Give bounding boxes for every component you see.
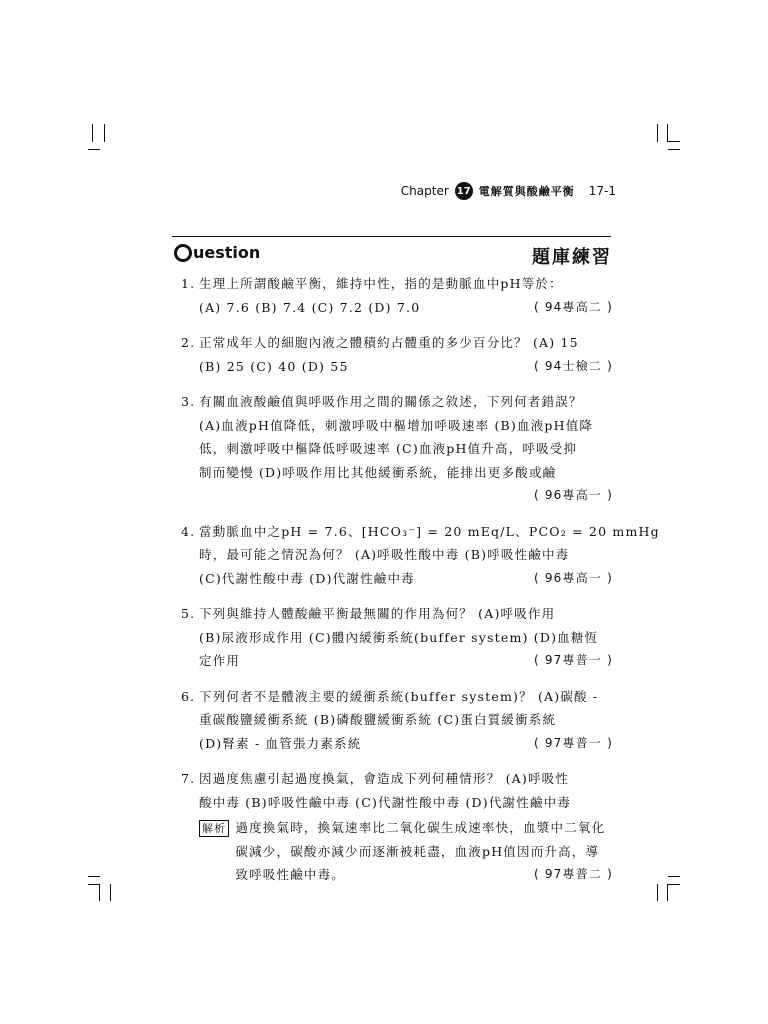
question-line [181, 390, 613, 414]
question-text: (B) 25 (C) 40 (D) 55 [199, 358, 349, 374]
question-line [181, 708, 613, 732]
question-text: (D)腎素 - 血管張力素系統 [199, 735, 362, 751]
question-logo [174, 243, 260, 262]
question-line [181, 602, 613, 626]
question-item [181, 767, 613, 887]
question-text: 正常成年人的細胞內液之體積約占體重的多少百分比？ (A) 15 [199, 335, 579, 350]
section-divider [172, 236, 611, 237]
question-line [181, 331, 613, 355]
question-line [181, 791, 613, 815]
page-number: 17-1 [588, 184, 616, 198]
chapter-number-badge: 17 [455, 182, 473, 200]
question-text: 下列何者不是體液主要的緩衝系統(buffer system)？ (A)碳酸 - [199, 688, 599, 704]
analysis-block [181, 816, 613, 887]
question-list [181, 272, 660, 899]
running-header [401, 182, 616, 200]
analysis-text: 碳減少，碳酸亦減少而逐漸被耗盡，血液pH值因而升高，導 [235, 843, 600, 859]
question-text: 當動脈血中之pH = 7.6、[HCO₃⁻] = 20 mEq/L、PCO₂ = 20 mmHg [199, 523, 660, 539]
question-line [181, 355, 613, 379]
question-line [181, 414, 613, 438]
exam-source: ( 97專普一 ) [533, 653, 613, 667]
question-text: 生理上所謂酸鹼平衡，維持中性，指的是動脈血中pH等於： [199, 276, 563, 291]
question-text: (C)代謝性酸中毒 (D)代謝性鹼中毒 [199, 570, 415, 586]
question-line [181, 626, 613, 650]
question-number: 2. [181, 335, 196, 350]
question-item [181, 685, 613, 756]
question-line [181, 649, 613, 673]
question-text: 有關血液酸鹼值與呼吸作用之間的關係之敘述，下列何者錯誤？ [199, 394, 583, 409]
question-text: 低，刺激呼吸中樞降低呼吸速率 (C)血液pH值升高，呼吸受抑 [199, 441, 578, 456]
question-item [181, 331, 613, 378]
question-number: 7. [181, 771, 196, 786]
exam-source: ( 96專高一 ) [533, 570, 613, 585]
exam-source: ( 97專普一 ) [533, 735, 613, 750]
question-text: 酸中毒 (B)呼吸性鹼中毒 (C)代謝性酸中毒 (D)代謝性鹼中毒 [199, 794, 572, 810]
analysis-label: 解析 [199, 820, 229, 837]
question-number: 6. [181, 688, 196, 704]
question-item [181, 520, 660, 591]
question-line [181, 484, 613, 508]
exam-source: ( 94專高二 ) [533, 299, 613, 314]
question-line [181, 272, 613, 296]
question-number: 3. [181, 394, 196, 409]
question-number: 4. [181, 523, 196, 539]
question-line [181, 437, 613, 461]
question-logo-text: uestion [193, 243, 261, 262]
question-text: (A)血液pH值降低，刺激呼吸中樞增加呼吸速率 (B)血液pH值降 [199, 417, 594, 433]
question-line [181, 296, 613, 320]
question-line [181, 685, 613, 709]
question-text: (A) 7.6 (B) 7.4 (C) 7.2 (D) 7.0 [199, 299, 421, 315]
question-line [181, 520, 660, 544]
question-text: (B)尿液形成作用 (C)體內緩衝系統(buffer system) (D)血糖恆 [199, 629, 599, 645]
analysis-line [235, 863, 613, 887]
question-item [181, 272, 613, 319]
question-number: 1. [181, 276, 196, 291]
chapter-label: Chapter [400, 184, 449, 198]
analysis-line [235, 840, 613, 864]
analysis-text: 致呼吸性鹼中毒。 [235, 867, 346, 882]
question-text: 因過度焦慮引起過度換氣，會造成下列何種情形？ (A)呼吸性 [199, 771, 570, 786]
question-text: 重碳酸鹽緩衝系統 (B)磷酸鹽緩衝系統 (C)蛋白質緩衝系統 [199, 712, 557, 727]
question-line [181, 543, 613, 567]
question-text [181, 484, 199, 508]
question-text: 定作用 [199, 653, 241, 668]
chapter-title: 電解質與酸鹼平衡 [478, 185, 575, 198]
question-text: 制而變慢 (D)呼吸作用比其他緩衝系統，能排出更多酸或鹼 [199, 464, 557, 480]
question-number: 5. [181, 606, 196, 621]
analysis-line [235, 816, 613, 840]
exam-source: ( 97專普二 ) [533, 867, 613, 881]
question-line [181, 732, 613, 756]
question-text: 時，最可能之情況為何？ (A)呼吸性酸中毒 (B)呼吸性鹼中毒 [199, 547, 570, 562]
section-title: 題庫練習 [532, 247, 612, 268]
exam-source: ( 96專高一 ) [533, 488, 613, 502]
analysis-text: 過度換氣時，換氣速率比二氧化碳生成速率快，血漿中二氧化 [235, 820, 606, 835]
question-line [181, 567, 613, 591]
exam-source: ( 94士檢二 ) [533, 358, 613, 373]
question-line [181, 461, 613, 485]
question-line [181, 767, 613, 791]
question-item [181, 390, 613, 508]
q-circle-icon [174, 244, 192, 262]
question-item [181, 602, 613, 673]
question-text: 下列與維持人體酸鹼平衡最無關的作用為何？ (A)呼吸作用 [199, 606, 556, 621]
